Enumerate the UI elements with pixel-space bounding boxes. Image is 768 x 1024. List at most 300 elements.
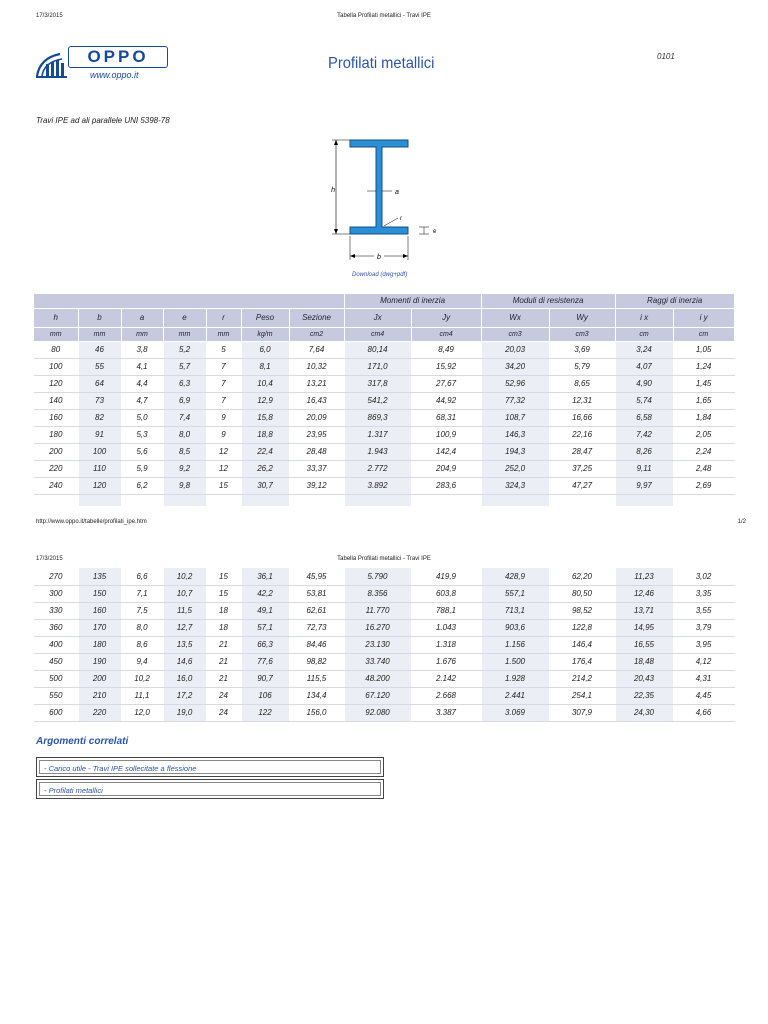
table-cell: 1.500 bbox=[481, 653, 549, 670]
table-cell: 57,1 bbox=[241, 619, 289, 636]
table-cell: 37,25 bbox=[549, 460, 615, 477]
table-cell: 92.080 bbox=[344, 704, 411, 721]
table-cell: 12 bbox=[206, 460, 241, 477]
page-code: 0101 bbox=[657, 52, 675, 61]
table-row bbox=[34, 426, 734, 443]
label-h: h bbox=[331, 187, 335, 194]
table-cell: 5,2 bbox=[163, 341, 206, 358]
logo-url: www.oppo.it bbox=[90, 70, 139, 80]
table-cell: 2,24 bbox=[673, 443, 734, 460]
table-cell: 2,05 bbox=[673, 426, 734, 443]
table-cell: 90,7 bbox=[241, 670, 289, 687]
table-cell: 9,97 bbox=[615, 477, 673, 494]
table-cell: 1.318 bbox=[411, 636, 481, 653]
table-cell: 100,9 bbox=[411, 426, 481, 443]
table-cell bbox=[78, 494, 121, 506]
related-link-box bbox=[36, 779, 384, 799]
table-cell: 15,92 bbox=[411, 358, 481, 375]
footer-url[interactable]: http://www.oppo.it/tabelle/profilati_ipe.htm bbox=[36, 519, 147, 525]
table-cell: 13,21 bbox=[289, 375, 344, 392]
related-link-profilati[interactable]: - Profilati metallici bbox=[39, 782, 381, 796]
oppo-logo[interactable] bbox=[34, 46, 170, 82]
table-cell: 160 bbox=[78, 602, 121, 619]
column-symbol-row bbox=[34, 308, 734, 327]
table-cell: 283,6 bbox=[411, 477, 481, 494]
table-cell: 17,2 bbox=[163, 687, 206, 704]
column-header: Wy bbox=[549, 308, 615, 327]
table-cell: 18 bbox=[206, 602, 241, 619]
table-cell: 16.270 bbox=[344, 619, 411, 636]
table-cell: 220 bbox=[78, 704, 121, 721]
table-cell: 9,8 bbox=[163, 477, 206, 494]
table-cell: 8,5 bbox=[163, 443, 206, 460]
document-subtitle: Travi IPE ad ali parallele UNI 5398-78 bbox=[36, 116, 170, 125]
table-cell bbox=[289, 494, 344, 506]
table-cell: 9,4 bbox=[121, 653, 163, 670]
table-cell: 28,47 bbox=[549, 443, 615, 460]
table-cell: 9 bbox=[206, 426, 241, 443]
table-row bbox=[34, 619, 734, 636]
table-row bbox=[34, 477, 734, 494]
label-b: b bbox=[377, 254, 381, 261]
table-cell: 11.770 bbox=[344, 602, 411, 619]
table-cell: 22,16 bbox=[549, 426, 615, 443]
table-cell: 10,2 bbox=[163, 568, 206, 585]
table-cell: 9,11 bbox=[615, 460, 673, 477]
table-cell: 2.142 bbox=[411, 670, 481, 687]
table-cell: 5,3 bbox=[121, 426, 163, 443]
column-unit: cm bbox=[673, 327, 734, 341]
table-cell: 80,50 bbox=[549, 585, 615, 602]
table-cell: 15 bbox=[206, 477, 241, 494]
table-cell: 160 bbox=[34, 409, 78, 426]
table-cell: 62,20 bbox=[549, 568, 615, 585]
table-cell: 4,12 bbox=[673, 653, 734, 670]
table-cell: 240 bbox=[34, 477, 78, 494]
label-a: a bbox=[395, 189, 399, 196]
table-cell: 8,6 bbox=[121, 636, 163, 653]
table-cell: 150 bbox=[78, 585, 121, 602]
table-cell: 3.892 bbox=[344, 477, 411, 494]
table-cell: 80 bbox=[34, 341, 78, 358]
table-cell: 3,79 bbox=[673, 619, 734, 636]
table-cell: 42,2 bbox=[241, 585, 289, 602]
table-row bbox=[34, 443, 734, 460]
table-cell: 176,4 bbox=[549, 653, 615, 670]
table-cell: 550 bbox=[34, 687, 78, 704]
table-cell: 15 bbox=[206, 568, 241, 585]
table-cell: 300 bbox=[34, 585, 78, 602]
table-cell: 14,6 bbox=[163, 653, 206, 670]
table-cell: 13,5 bbox=[163, 636, 206, 653]
table-cell: 12,7 bbox=[163, 619, 206, 636]
table-cell: 39,12 bbox=[289, 477, 344, 494]
print-title: Tabella Profilati metallici - Travi IPE bbox=[337, 13, 431, 19]
group-header-row bbox=[34, 294, 734, 308]
table-cell: 194,3 bbox=[481, 443, 549, 460]
label-r: r bbox=[400, 216, 402, 222]
table-cell: 252,0 bbox=[481, 460, 549, 477]
table-cell: 64 bbox=[78, 375, 121, 392]
table-cell: 11,23 bbox=[615, 568, 673, 585]
table-cell: 66,3 bbox=[241, 636, 289, 653]
table-cell: 903,6 bbox=[481, 619, 549, 636]
table-cell: 254,1 bbox=[549, 687, 615, 704]
column-unit: cm bbox=[615, 327, 673, 341]
table-cell: 68,31 bbox=[411, 409, 481, 426]
table-cell: 4,90 bbox=[615, 375, 673, 392]
table-cell: 16,0 bbox=[163, 670, 206, 687]
table-cell: 5,0 bbox=[121, 409, 163, 426]
table-cell: 170 bbox=[78, 619, 121, 636]
table-cell: 22,35 bbox=[615, 687, 673, 704]
table-cell: 10,32 bbox=[289, 358, 344, 375]
table-cell: 44,92 bbox=[411, 392, 481, 409]
table-cell: 46 bbox=[78, 341, 121, 358]
table-body-page1 bbox=[34, 341, 734, 506]
table-cell: 82 bbox=[78, 409, 121, 426]
print-header bbox=[0, 13, 768, 25]
table-cell: 1.156 bbox=[481, 636, 549, 653]
column-header: b bbox=[78, 308, 121, 327]
download-link[interactable]: Download (dwg+pdf) bbox=[352, 272, 408, 278]
table-cell: 6,9 bbox=[163, 392, 206, 409]
table-cell: 8,26 bbox=[615, 443, 673, 460]
table-cell: 110 bbox=[78, 460, 121, 477]
table-cell: 24 bbox=[206, 687, 241, 704]
table-cell: 1,65 bbox=[673, 392, 734, 409]
table-cell: 45,95 bbox=[289, 568, 344, 585]
table-cell bbox=[549, 494, 615, 506]
table-cell: 2,69 bbox=[673, 477, 734, 494]
table-cell: 49,1 bbox=[241, 602, 289, 619]
table-cell: 1.676 bbox=[411, 653, 481, 670]
table-row bbox=[34, 568, 734, 585]
table-cell: 5.790 bbox=[344, 568, 411, 585]
table-cell: 5,6 bbox=[121, 443, 163, 460]
column-unit: cm3 bbox=[481, 327, 549, 341]
table-cell: 20,09 bbox=[289, 409, 344, 426]
table-cell: 146,3 bbox=[481, 426, 549, 443]
table-cell: 135 bbox=[78, 568, 121, 585]
table-cell: 1.043 bbox=[411, 619, 481, 636]
table-cell: 5 bbox=[206, 341, 241, 358]
table-cell bbox=[615, 494, 673, 506]
table-cell: 2.668 bbox=[411, 687, 481, 704]
table-cell: 91 bbox=[78, 426, 121, 443]
table-cell: 6,3 bbox=[163, 375, 206, 392]
table-cell: 146,4 bbox=[549, 636, 615, 653]
column-header: Jx bbox=[344, 308, 411, 327]
table-cell: 52,96 bbox=[481, 375, 549, 392]
table-cell: 12 bbox=[206, 443, 241, 460]
column-header: Jy bbox=[411, 308, 481, 327]
table-cell: 3.069 bbox=[481, 704, 549, 721]
table-cell: 9 bbox=[206, 409, 241, 426]
table-cell: 28,48 bbox=[289, 443, 344, 460]
table-cell: 3,8 bbox=[121, 341, 163, 358]
column-header: Sezione bbox=[289, 308, 344, 327]
table-row bbox=[34, 392, 734, 409]
column-header: i x bbox=[615, 308, 673, 327]
table-cell: 7 bbox=[206, 392, 241, 409]
table-cell: 9,2 bbox=[163, 460, 206, 477]
table-row bbox=[34, 585, 734, 602]
table-cell: 20,43 bbox=[615, 670, 673, 687]
table-cell: 8,0 bbox=[163, 426, 206, 443]
table-cell: 6,58 bbox=[615, 409, 673, 426]
table-row bbox=[34, 653, 734, 670]
table-cell: 47,27 bbox=[549, 477, 615, 494]
table-cell bbox=[241, 494, 289, 506]
table-cell: 7,64 bbox=[289, 341, 344, 358]
footer-page-number: 1/2 bbox=[737, 519, 746, 525]
table-cell: 788,1 bbox=[411, 602, 481, 619]
column-header: Peso bbox=[241, 308, 289, 327]
table-cell: 33.740 bbox=[344, 653, 411, 670]
table-cell: 603,8 bbox=[411, 585, 481, 602]
table-cell: 8,49 bbox=[411, 341, 481, 358]
table-cell: 171,0 bbox=[344, 358, 411, 375]
table-cell: 4,7 bbox=[121, 392, 163, 409]
logo-wordmark: OPPO bbox=[68, 46, 168, 68]
table-cell: 3,95 bbox=[673, 636, 734, 653]
column-unit: mm bbox=[163, 327, 206, 341]
table-cell: 108,7 bbox=[481, 409, 549, 426]
table-cell: 6,0 bbox=[241, 341, 289, 358]
table-cell bbox=[344, 494, 411, 506]
table-cell: 36,1 bbox=[241, 568, 289, 585]
table-cell: 120 bbox=[78, 477, 121, 494]
table-cell: 73 bbox=[78, 392, 121, 409]
table-cell: 140 bbox=[34, 392, 78, 409]
table-cell: 7 bbox=[206, 358, 241, 375]
table-cell: 307,9 bbox=[549, 704, 615, 721]
table-cell: 22,4 bbox=[241, 443, 289, 460]
column-unit: cm2 bbox=[289, 327, 344, 341]
table-cell: 72,73 bbox=[289, 619, 344, 636]
table-cell: 122,8 bbox=[549, 619, 615, 636]
table-cell: 8,1 bbox=[241, 358, 289, 375]
table-cell: 360 bbox=[34, 619, 78, 636]
print-title: Tabella Profilati metallici - Travi IPE bbox=[337, 556, 431, 562]
table-cell: 270 bbox=[34, 568, 78, 585]
table-cell: 15,8 bbox=[241, 409, 289, 426]
table-cell: 77,6 bbox=[241, 653, 289, 670]
table-cell: 156,0 bbox=[289, 704, 344, 721]
table-cell: 14,95 bbox=[615, 619, 673, 636]
column-unit-row bbox=[34, 327, 734, 341]
column-unit: mm bbox=[34, 327, 78, 341]
table-cell bbox=[34, 494, 78, 506]
table-cell: 1.943 bbox=[344, 443, 411, 460]
table-cell: 450 bbox=[34, 653, 78, 670]
table-cell: 2.772 bbox=[344, 460, 411, 477]
group-moduli: Moduli di resistenza bbox=[481, 294, 615, 308]
group-raggi: Raggi di inerzia bbox=[615, 294, 734, 308]
table-cell: 200 bbox=[34, 443, 78, 460]
table-cell: 27,67 bbox=[411, 375, 481, 392]
table-cell: 98,52 bbox=[549, 602, 615, 619]
column-unit: mm bbox=[206, 327, 241, 341]
table-cell: 5,9 bbox=[121, 460, 163, 477]
table-cell: 10,7 bbox=[163, 585, 206, 602]
table-cell: 4,45 bbox=[673, 687, 734, 704]
table-cell: 23,95 bbox=[289, 426, 344, 443]
table-cell: 2.441 bbox=[481, 687, 549, 704]
table-cell: 55 bbox=[78, 358, 121, 375]
table-cell: 3,35 bbox=[673, 585, 734, 602]
table-cell bbox=[673, 494, 734, 506]
table-cell: 7,42 bbox=[615, 426, 673, 443]
table-cell: 600 bbox=[34, 704, 78, 721]
table-cell: 62,61 bbox=[289, 602, 344, 619]
column-header: a bbox=[121, 308, 163, 327]
table-cell: 3,55 bbox=[673, 602, 734, 619]
table-cell: 7,1 bbox=[121, 585, 163, 602]
table-cell: 106 bbox=[241, 687, 289, 704]
table-cell: 330 bbox=[34, 602, 78, 619]
table-cell: 4,1 bbox=[121, 358, 163, 375]
table-cell: 180 bbox=[78, 636, 121, 653]
column-unit: cm4 bbox=[344, 327, 411, 341]
table-cell: 1.928 bbox=[481, 670, 549, 687]
print-header-page2 bbox=[0, 556, 768, 568]
column-header: Wx bbox=[481, 308, 549, 327]
table-cell: 10,2 bbox=[121, 670, 163, 687]
label-e: e bbox=[433, 229, 437, 235]
table-cell: 19,0 bbox=[163, 704, 206, 721]
table-cell: 18,8 bbox=[241, 426, 289, 443]
page-heading: Profilati metallici bbox=[328, 55, 435, 72]
table-cell: 324,3 bbox=[481, 477, 549, 494]
table-cell: 180 bbox=[34, 426, 78, 443]
table-cell: 11,1 bbox=[121, 687, 163, 704]
table-cell: 15 bbox=[206, 585, 241, 602]
column-unit: kg/m bbox=[241, 327, 289, 341]
table-cell: 24 bbox=[206, 704, 241, 721]
table-cell: 120 bbox=[34, 375, 78, 392]
table-row bbox=[34, 602, 734, 619]
table-row bbox=[34, 687, 734, 704]
logo-emblem-icon bbox=[34, 50, 68, 80]
table-cell: 5,74 bbox=[615, 392, 673, 409]
table-cell: 13,71 bbox=[615, 602, 673, 619]
column-header: i y bbox=[673, 308, 734, 327]
table-cell: 77,32 bbox=[481, 392, 549, 409]
related-link-box bbox=[36, 757, 384, 777]
table-cell: 11,5 bbox=[163, 602, 206, 619]
table-cell: 21 bbox=[206, 653, 241, 670]
table-cell: 2,48 bbox=[673, 460, 734, 477]
table-cell: 204,9 bbox=[411, 460, 481, 477]
table-cell: 23.130 bbox=[344, 636, 411, 653]
table-cell: 200 bbox=[78, 670, 121, 687]
table-cell: 500 bbox=[34, 670, 78, 687]
table-row bbox=[34, 358, 734, 375]
table-cell: 400 bbox=[34, 636, 78, 653]
table-cell: 8.356 bbox=[344, 585, 411, 602]
table-cell: 5,79 bbox=[549, 358, 615, 375]
table-cell: 53,81 bbox=[289, 585, 344, 602]
table-row-empty bbox=[34, 494, 734, 506]
group-header-blank bbox=[34, 294, 344, 308]
table-row bbox=[34, 670, 734, 687]
table-cell: 34,20 bbox=[481, 358, 549, 375]
table-cell: 100 bbox=[78, 443, 121, 460]
table-cell: 30,7 bbox=[241, 477, 289, 494]
table-cell: 16,66 bbox=[549, 409, 615, 426]
table-cell: 5,7 bbox=[163, 358, 206, 375]
table-cell: 214,2 bbox=[549, 670, 615, 687]
table-cell: 6,6 bbox=[121, 568, 163, 585]
table-cell: 100 bbox=[34, 358, 78, 375]
ipe-section-diagram bbox=[322, 136, 448, 266]
table-cell: 3,24 bbox=[615, 341, 673, 358]
table-body-page2 bbox=[34, 568, 734, 721]
table-cell: 1,45 bbox=[673, 375, 734, 392]
table-cell: 317,8 bbox=[344, 375, 411, 392]
table-cell: 4,4 bbox=[121, 375, 163, 392]
group-momenti: Momenti di inerzia bbox=[344, 294, 481, 308]
table-cell: 4,31 bbox=[673, 670, 734, 687]
table-cell: 33,37 bbox=[289, 460, 344, 477]
table-row bbox=[34, 375, 734, 392]
table-cell: 67.120 bbox=[344, 687, 411, 704]
table-row bbox=[34, 460, 734, 477]
table-cell: 4,07 bbox=[615, 358, 673, 375]
table-cell: 1,05 bbox=[673, 341, 734, 358]
column-header: e bbox=[163, 308, 206, 327]
table-cell: 122 bbox=[241, 704, 289, 721]
column-unit: mm bbox=[78, 327, 121, 341]
table-cell: 6,2 bbox=[121, 477, 163, 494]
column-unit: cm3 bbox=[549, 327, 615, 341]
table-cell: 18 bbox=[206, 619, 241, 636]
table-cell: 18,48 bbox=[615, 653, 673, 670]
print-date: 17/3/2015 bbox=[36, 556, 63, 562]
table-cell: 713,1 bbox=[481, 602, 549, 619]
table-cell bbox=[163, 494, 206, 506]
table-cell: 557,1 bbox=[481, 585, 549, 602]
table-cell: 115,5 bbox=[289, 670, 344, 687]
related-link-carico[interactable]: - Carico utile - Travi IPE sollecitate a flessione bbox=[39, 760, 381, 774]
table-cell: 3,69 bbox=[549, 341, 615, 358]
table-cell bbox=[411, 494, 481, 506]
table-cell: 190 bbox=[78, 653, 121, 670]
table-cell: 1.317 bbox=[344, 426, 411, 443]
table-row bbox=[34, 704, 734, 721]
table-cell: 142,4 bbox=[411, 443, 481, 460]
table-row bbox=[34, 409, 734, 426]
table-cell: 1,84 bbox=[673, 409, 734, 426]
table-cell: 869,3 bbox=[344, 409, 411, 426]
table-cell: 16,55 bbox=[615, 636, 673, 653]
table-cell bbox=[206, 494, 241, 506]
table-cell: 541,2 bbox=[344, 392, 411, 409]
table-cell bbox=[121, 494, 163, 506]
column-header: r bbox=[206, 308, 241, 327]
table-row bbox=[34, 341, 734, 358]
table-cell: 4,66 bbox=[673, 704, 734, 721]
table-cell: 220 bbox=[34, 460, 78, 477]
related-topics-title: Argomenti correlati bbox=[36, 736, 129, 747]
table-cell: 80,14 bbox=[344, 341, 411, 358]
table-cell: 24,30 bbox=[615, 704, 673, 721]
table-cell: 84,46 bbox=[289, 636, 344, 653]
table-cell: 20,03 bbox=[481, 341, 549, 358]
table-cell: 7 bbox=[206, 375, 241, 392]
